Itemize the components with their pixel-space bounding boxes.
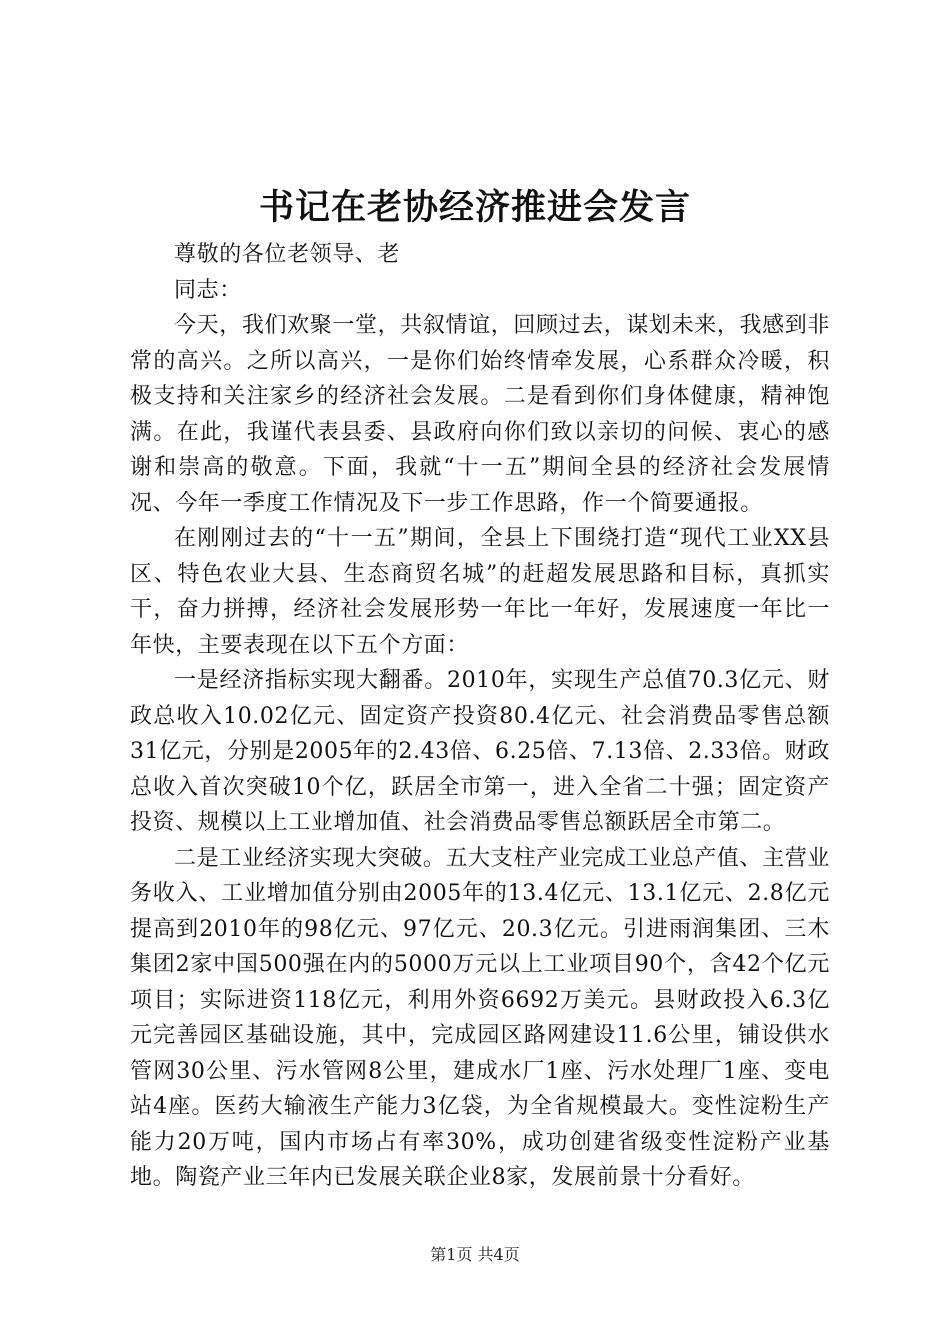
salutation-line-2: 同志： xyxy=(174,277,242,303)
paragraph-intro: 今天，我们欢聚一堂，共叙情谊，回顾过去，谋划未来，我感到非常的高兴。之所以高兴，一是你们始终情牵发展，心系群众冷暖，积极支持和关注家乡的经济社会发展。二是看到你们身体健康，精神饱满。在此，我谨代表县委、县政府向你们致以亲切的问候、衷心的感谢和崇高的敬意。下面，我就“十一五”期间全县的经济社会发展情况、今年一季度工作情况及下一步工作思路，作一个简要通报。 xyxy=(130,313,830,516)
document-title: 书记在老协经济推进会发言 xyxy=(258,187,691,228)
salutation-line-1: 尊敬的各位老领导、老 xyxy=(174,242,401,267)
paragraph-economic-indicators: 一是经济指标实现大翻番。2010年，实现生产总值70.3亿元、财政总收入10.02亿元、固定资产投资80.4亿元、社会消费品零售总额31亿元，分别是2005年的2.43倍、6.25倍、7.13倍、2.33倍。财政总收入首次突破10个亿，跃居全市第一，进入全省二十强；固定资产投资、规模以上工业增加值、社会消费品零售总额跃居全市第二。 xyxy=(130,668,830,835)
document-body xyxy=(130,237,830,1196)
paragraph-overview: 在刚刚过去的“十一五”期间，全县上下围绕打造“现代工业XX县区、特色农业大县、生态商贸名城”的赶超发展思路和目标，真抓实干，奋力拼搏，经济社会发展形势一年比一年好，发展速度一年比一年快，主要表现在以下五个方面： xyxy=(130,526,830,658)
paragraph-industrial-economy: 二是工业经济实现大突破。五大支柱产业完成工业总产值、主营业务收入、工业增加值分别由2005年的13.4亿元、13.1亿元、2.8亿元提高到2010年的98亿元、97亿元、20.3亿元。引进雨润集团、三木集团2家中国500强在内的5000万元以上工业项目90个，含42个亿元项目；实际进资118亿元，利用外资6692万美元。县财政投入6.3亿元完善园区基础设施，其中，完成园区路网建设11.6公里，铺设供水管网30公里、污水管网8公里，建成水厂1座、污水处理厂1座、变电站4座。医药大输液生产能力3亿袋，为全省规模最大。变性淀粉生产能力20万吨，国内市场占有率30%，成功创建省级变性淀粉产业基地。陶瓷产业三年内已发展关联企业8家，发展前景十分看好。 xyxy=(130,845,830,1190)
page-footer: 第1页 共4页 xyxy=(430,1245,520,1264)
